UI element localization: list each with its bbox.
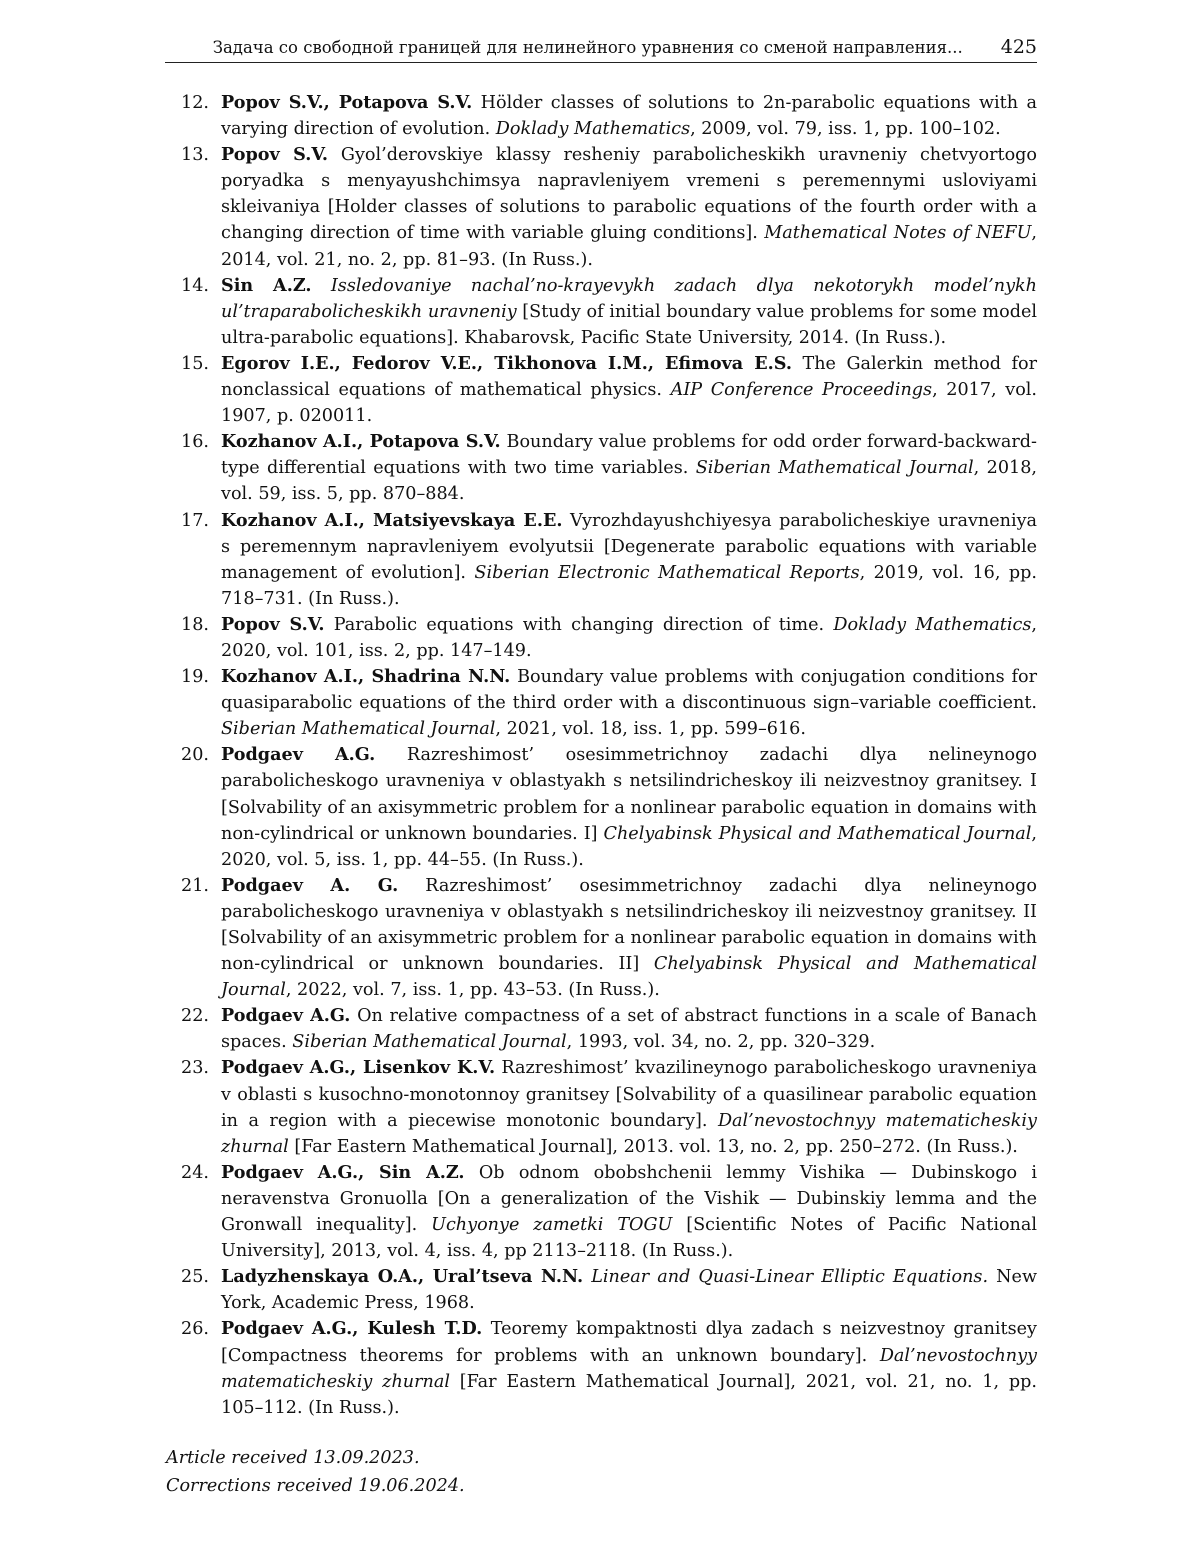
- reference-journal: Issledovaniye nachal’no-krayevykh zadach dlya nekotorykh model’nykh ul’traparabolicheskikh uravneniy: [221, 276, 1037, 322]
- reference-text: [221, 1055, 1037, 1159]
- reference-journal: Siberian Mathematical Journal: [292, 1032, 566, 1052]
- reference-title: Vyrozhdayushchiyesya parabolicheskiye uravneniya s peremennym napravleniyem evolyutsii [Degenerate parabolic equations with variable management of evolution].: [221, 511, 1037, 583]
- reference-number: 14.: [166, 273, 221, 351]
- reference-journal: Siberian Electronic Mathematical Reports: [474, 563, 859, 583]
- corrections-date: Corrections received 19.06.2024.: [166, 1472, 465, 1500]
- reference-journal: Doklady Mathematics: [833, 615, 1031, 635]
- reference-title: Boundary value problems with conjugation conditions for quasiparabolic equations of the third order with a discontinuous sign–variable coefficient.: [221, 667, 1037, 713]
- reference-authors: Kozhanov A.I., Matsiyevskaya E.E.: [221, 510, 563, 531]
- reference-number: 15.: [166, 351, 221, 429]
- reference-authors: Podgaev A.G., Lisenkov K.V.: [221, 1057, 495, 1078]
- reference-authors: Podgaev A.G., Kulesh T.D.: [221, 1318, 482, 1339]
- reference-details: , 1993, vol. 34, no. 2, pp. 320–329.: [567, 1032, 876, 1052]
- reference-journal: Mathematical Notes of NEFU: [764, 223, 1031, 243]
- reference-number: 12.: [166, 90, 221, 142]
- reference-authors: Popov S.V., Potapova S.V.: [221, 92, 472, 113]
- reference-title: Hölder classes of solutions to 2n-parabolic equations with a varying direction of evolution.: [221, 93, 1037, 139]
- reference-text: [221, 612, 1037, 664]
- reference-item: [166, 612, 1037, 664]
- reference-journal: Dal’nevostochnyy matematicheskiy zhurnal: [221, 1111, 1037, 1157]
- reference-number: 22.: [166, 1003, 221, 1055]
- running-title: Задача со свободной границей для нелинейного уравнения со сменой направления...: [213, 38, 963, 62]
- reference-number: 20.: [166, 742, 221, 872]
- reference-title: Boundary value problems for odd order forward-backward-type differential equations with two time variables.: [221, 432, 1037, 478]
- reference-text: [221, 664, 1037, 742]
- reference-title: Teoremy kompaktnosti dlya zadach s neizvestnoy granitsey [Compactness theorems for problems with an unknown boundary].: [221, 1319, 1037, 1365]
- reference-title: Razreshimost’ osesimmetrichnoy zadachi dlya nelineynogo parabolicheskogo uravneniya v oblastyakh s netsilindricheskoy ili neizvestnoy granitsey. II [Solvability of an axisymmetric problem for a nonlinear parabolic equation in domains with non-cylindrical or unknown boundaries. II]: [221, 876, 1037, 974]
- reference-number: 21.: [166, 873, 221, 1003]
- reference-item: [166, 1264, 1037, 1316]
- reference-text: [221, 1160, 1037, 1264]
- reference-details: , 2009, vol. 79, iss. 1, pp. 100–102.: [690, 119, 1001, 139]
- reference-item: [166, 508, 1037, 612]
- received-date: Article received 13.09.2023.: [166, 1444, 465, 1472]
- reference-journal: Siberian Mathematical Journal: [696, 458, 974, 478]
- reference-title: Gyol’derovskiye klassy resheniy parabolicheskikh uravneniy chetvyortogo poryadka s menyayushchimsya napravleniyem vremeni s peremennymi usloviyami skleivaniya [Holder classes of solutions to parabolic equations of the fourth order with a changing direction of time with variable gluing conditions].: [221, 145, 1037, 243]
- reference-item: [166, 429, 1037, 507]
- reference-details: [Far Eastern Mathematical Journal], 2021, vol. 21, no. 1, pp. 105–112. (In Russ.).: [221, 1372, 1037, 1418]
- page-number: 425: [1001, 36, 1037, 62]
- reference-details: [Scientific Notes of Pacific National University], 2013, vol. 4, iss. 4, pp 2113–2118. (In Russ.).: [221, 1215, 1037, 1261]
- reference-details: [Far Eastern Mathematical Journal], 2013. vol. 13, no. 2, pp. 250–272. (In Russ.).: [289, 1137, 1018, 1157]
- reference-title: Razreshimost’ osesimmetrichnoy zadachi dlya nelineynogo parabolicheskogo uravneniya v oblastyakh s netsilindricheskoy ili neizvestnoy granitsey. I [Solvability of an axisymmetric problem for a nonlinear parabolic equation in domains with non-cylindrical or unknown boundaries. I]: [221, 745, 1037, 843]
- reference-authors: Podgaev A.G.: [221, 744, 375, 765]
- reference-details: New York, Academic Press, 1968.: [221, 1267, 1037, 1313]
- reference-details: , 2022, vol. 7, iss. 1, pp. 43–53. (In Russ.).: [286, 980, 660, 1000]
- reference-details: , 2020, vol. 101, iss. 2, pp. 147–149.: [221, 615, 1037, 661]
- reference-title: On relative compactness of a set of abstract functions in a scale of Banach spaces.: [221, 1006, 1037, 1052]
- reference-text: [221, 873, 1037, 1003]
- reference-authors: Ladyzhenskaya O.A., Ural’tseva N.N.: [221, 1266, 583, 1287]
- reference-journal: Chelyabinsk Physical and Mathematical Journal: [604, 824, 1032, 844]
- reference-authors: Popov S.V.: [221, 614, 324, 635]
- reference-item: [166, 90, 1037, 142]
- reference-item: [166, 664, 1037, 742]
- reference-number: 23.: [166, 1055, 221, 1159]
- reference-details: , 2018, vol. 59, iss. 5, pp. 870–884.: [221, 458, 1037, 504]
- reference-text: [221, 742, 1037, 872]
- reference-item: [166, 1055, 1037, 1159]
- reference-journal: Siberian Mathematical Journal: [221, 719, 495, 739]
- reference-item: [166, 351, 1037, 429]
- reference-number: 26.: [166, 1316, 221, 1420]
- reference-details: , 2017, vol. 1907, p. 020011.: [221, 380, 1037, 426]
- reference-title: [312, 276, 331, 296]
- reference-journal: Dal’nevostochnyy matematicheskiy zhurnal: [221, 1346, 1037, 1392]
- reference-text: [221, 90, 1037, 142]
- reference-text: [221, 351, 1037, 429]
- reference-authors: Podgaev A.G., Sin A.Z.: [221, 1162, 465, 1183]
- reference-text: [221, 1003, 1037, 1055]
- reference-journal: Linear and Quasi-Linear Elliptic Equations.: [591, 1267, 988, 1287]
- reference-item: [166, 1316, 1037, 1420]
- reference-text: [221, 1264, 1037, 1316]
- reference-number: 25.: [166, 1264, 221, 1316]
- reference-details: , 2020, vol. 5, iss. 1, pp. 44–55. (In Russ.).: [221, 824, 1037, 870]
- reference-item: [166, 742, 1037, 872]
- reference-authors: Egorov I.E., Fedorov V.E., Tikhonova I.M., Efimova E.S.: [221, 353, 792, 374]
- reference-item: [166, 1003, 1037, 1055]
- reference-text: [221, 429, 1037, 507]
- reference-text: [221, 1316, 1037, 1420]
- reference-number: 19.: [166, 664, 221, 742]
- reference-details: , 2021, vol. 18, iss. 1, pp. 599–616.: [495, 719, 806, 739]
- reference-authors: Kozhanov A.I., Shadrina N.N.: [221, 666, 510, 687]
- reference-details: [Study of initial boundary value problems for some model ultra-parabolic equations]. Khabarovsk, Pacific State University, 2014. (In Russ.).: [221, 302, 1037, 348]
- running-head: [165, 32, 1037, 63]
- reference-item: [166, 873, 1037, 1003]
- reference-title: Razreshimost’ kvazilineynogo parabolicheskogo uravneniya v oblasti s kusochno-monotonnoy granitsey [Solvability of a quasilinear parabolic equation in a region with a piecewise monotonic boundary].: [221, 1058, 1037, 1130]
- article-dates: [166, 1444, 465, 1500]
- reference-number: 13.: [166, 142, 221, 272]
- reference-text: [221, 142, 1037, 272]
- reference-number: 17.: [166, 508, 221, 612]
- reference-journal: Chelyabinsk Physical and Mathematical Journal: [221, 954, 1037, 1000]
- reference-title: Ob odnom obobshchenii lemmy Vishika — Dubinskogo i neravenstva Gronuolla [On a generalization of the Vishik — Dubinskiy lemma and the Gronwall inequality].: [221, 1163, 1037, 1235]
- reference-number: 18.: [166, 612, 221, 664]
- reference-authors: Podgaev A.G.: [221, 1005, 350, 1026]
- reference-item: [166, 273, 1037, 351]
- reference-authors: Popov S.V.: [221, 144, 328, 165]
- reference-journal: AIP Conference Proceedings: [671, 380, 932, 400]
- reference-item: [166, 142, 1037, 272]
- reference-authors: Podgaev A. G.: [221, 875, 398, 896]
- reference-number: 24.: [166, 1160, 221, 1264]
- reference-journal: Uchyonye zametki TOGU: [431, 1215, 672, 1235]
- reference-item: [166, 1160, 1037, 1264]
- reference-journal: Doklady Mathematics: [496, 119, 690, 139]
- reference-text: [221, 273, 1037, 351]
- reference-title: The Galerkin method for nonclassical equations of mathematical physics.: [221, 354, 1037, 400]
- reference-text: [221, 508, 1037, 612]
- reference-authors: Kozhanov A.I., Potapova S.V.: [221, 431, 501, 452]
- reference-details: , 2019, vol. 16, pp. 718–731. (In Russ.).: [221, 563, 1037, 609]
- reference-authors: Sin A.Z.: [221, 275, 312, 296]
- reference-details: , 2014, vol. 21, no. 2, pp. 81–93. (In Russ.).: [221, 223, 1037, 269]
- reference-title: Parabolic equations with changing direction of time.: [324, 615, 833, 635]
- reference-list: [166, 90, 1037, 1421]
- reference-number: 16.: [166, 429, 221, 507]
